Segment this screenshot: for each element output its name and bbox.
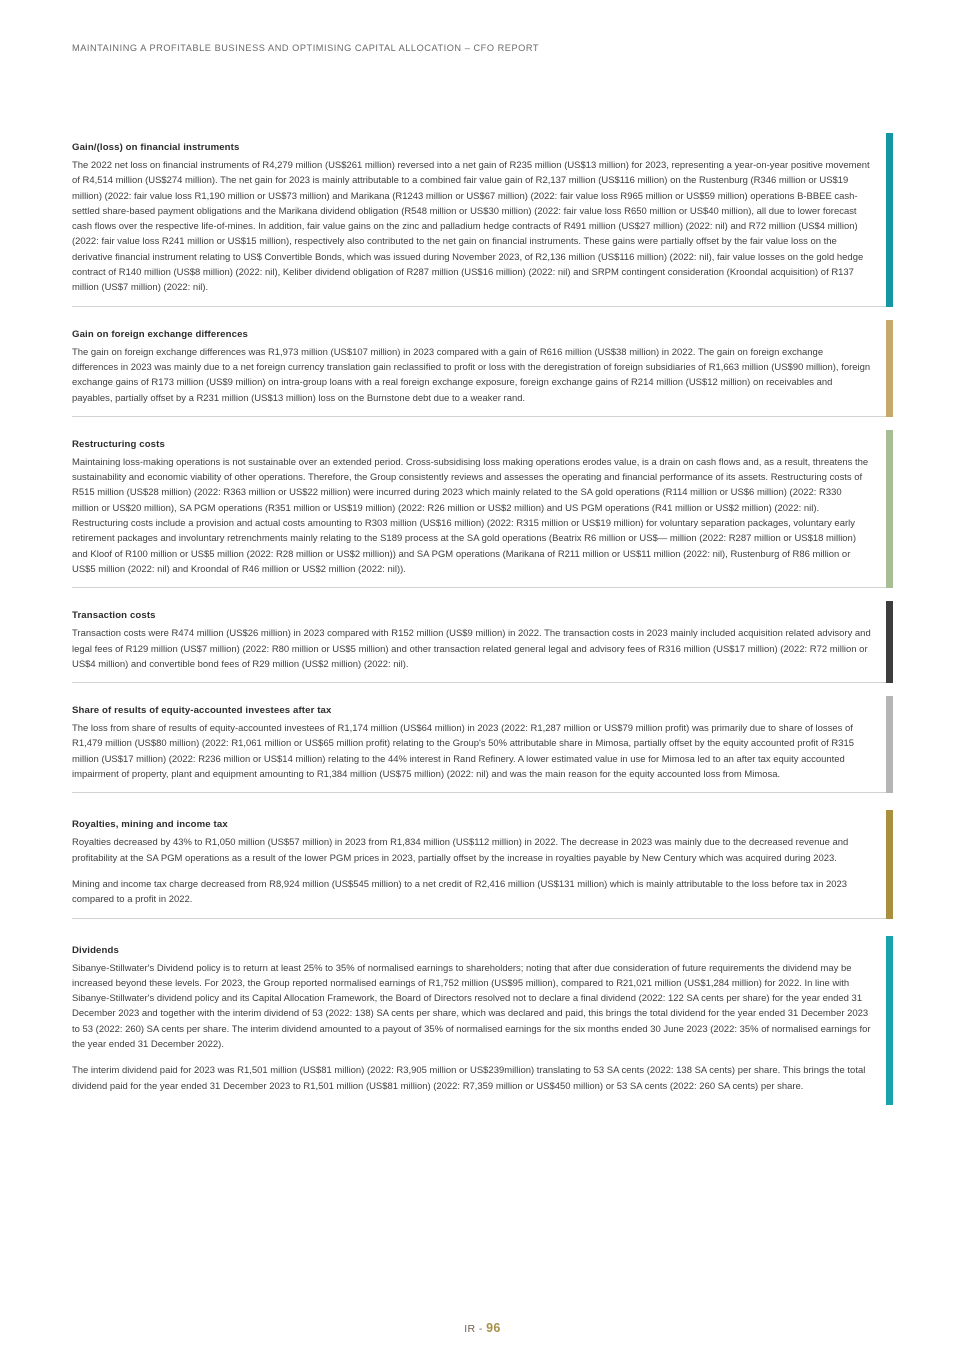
section-accent-bar xyxy=(886,133,893,307)
section-restructuring-costs xyxy=(72,430,893,588)
section-spacer xyxy=(72,307,893,320)
section-heading: Royalties, mining and income tax xyxy=(72,819,228,831)
section-spacer xyxy=(72,683,893,696)
section-spacer xyxy=(72,417,893,430)
section-paragraph: Mining and income tax charge decreased from R8,924 million (US$545 million) to a net credit of R2,416 million (US$131 million) which is mainly attributable to the loss before tax in 2023 compared to a profit in 2022. xyxy=(72,878,848,906)
running-header: MAINTAINING A PROFITABLE BUSINESS AND OPTIMISING CAPITAL ALLOCATION – CFO REPORT xyxy=(72,43,540,53)
section-heading: Transaction costs xyxy=(72,610,156,622)
section-dividends xyxy=(72,936,893,1105)
section-heading: Restructuring costs xyxy=(72,438,165,450)
section-paragraph: Maintaining loss-making operations is not sustainable over an extended period. Cross-subsidising loss making operations erodes value, is a drain on cash flows and, as a result, threatens the sustainability and economic viability of other operations. Therefore, the Group consistently reviews and assesses the operating and financial performance of its assets. Restructuring costs of R515 million (US$28 million) (2022: R363 million or US$22 million) were incurred during 2023 which mainly related to the SA gold operations (R114 million or US$6 million) (2022: R330 million or US$20 million), SA PGM operations (R351 million or US$19 million) (2022: R26 million or US$2 million) and US PGM operations (R41 million or US$2 million) (2022: nil). Restructuring costs include a provision and actual costs amounting to R303 million (US$16 million) (2022: R315 million or US$19 million) for voluntary separation packages, voluntary early retirement packages and involuntary retrenchments mainly relating to the S189 process at the SA gold operations (Beatrix R6 million or US$— million (2022: R287 million or US$18 million) and Kloof of R100 million or US$5 million (2022: R28 million or US$2 million)) and SA PGM operations (Marikana of R211 million or US$11 million (2022: nil), Rustenburg of R86 million or US$5 million (2022: nil) and Kroondal of R46 million or US$2 million (2022: nil)). xyxy=(72,456,869,575)
section-divider xyxy=(72,306,886,307)
section-gain-foreign-exchange-differences xyxy=(72,320,893,417)
section-divider xyxy=(72,416,886,417)
section-accent-bar xyxy=(886,810,893,918)
section-spacer xyxy=(72,793,893,810)
section-accent-bar xyxy=(886,320,893,417)
section-heading: Dividends xyxy=(72,944,119,956)
section-divider xyxy=(72,587,886,588)
section-accent-bar xyxy=(886,601,893,683)
report-content xyxy=(72,133,893,1105)
section-heading: Gain/(loss) on financial instruments xyxy=(72,142,240,153)
section-paragraph: Transaction costs were R474 million (US$26 million) in 2023 compared with R152 million (US$9 million) in 2022. The transaction costs in 2023 mainly included acquisition related advisory and legal fees of R129 million (US$7 million) (2022: R80 million or US$5 million) and other transaction related general legal and advisory fees of R316 million (US$17 million) (2022: R72 million or US$4 million) and convertible bond fees of R29 million (US$2 million) (2022: nil). xyxy=(72,628,871,670)
section-share-of-results-equity-accounted-investees xyxy=(72,696,893,793)
section-paragraph: The interim dividend paid for 2023 was R1,501 million (US$81 million) (2022: R3,905 million or US$239million) translating to 53 SA cents (2022: 138 SA cents) per share. This brings the total dividend paid for the year ended 31 December 2023 to R1,501 million (US$81 million) (2022: R7,359 million or US$450 million) or 53 SA cents (2022: 260 SA cents) per share. xyxy=(72,1065,866,1092)
section-accent-bar xyxy=(886,936,893,1105)
section-paragraph: The gain on foreign exchange differences was R1,973 million (US$107 million) in 2023 compared with a gain of R616 million (US$38 million) in 2022. The gain on foreign exchange differences in 2023 was mainly due to a net foreign currency translation gain reclassified to profit or loss with the deregistration of foreign subsidiaries of R1,663 million (US$90 million), foreign exchange gains of R173 million (US$9 million) on intra-group loans with a real foreign exchange exposure, foreign exchange gains of R214 million (US$12 million) on receivables and payables, partially offset by a R231 million (US$13 million) loss on the Burnstone debt due to a weaker rand. xyxy=(72,346,871,404)
section-spacer xyxy=(72,588,893,601)
section-divider xyxy=(72,682,886,683)
section-heading: Gain on foreign exchange differences xyxy=(72,328,248,340)
section-spacer xyxy=(72,919,893,936)
footer-page-number: 96 xyxy=(486,1321,501,1335)
section-divider xyxy=(72,792,886,793)
section-accent-bar xyxy=(886,696,893,793)
section-royalties-mining-income-tax xyxy=(72,810,893,918)
section-heading: Share of results of equity-accounted investees after tax xyxy=(72,705,332,717)
section-accent-bar xyxy=(886,430,893,588)
footer-label: IR - xyxy=(464,1323,483,1335)
section-paragraph: Sibanye-Stillwater's Dividend policy is to return at least 25% to 35% of normalised earnings to shareholders; noting that after due consideration of future requirements the dividend may be increased beyond these levels. For 2023, the Group reported normalised earnings of R1,752 million (US$95 million), compared to R21,021 million (US$1,284 million) for 2022. In line with Sibanye-Stillwater's dividend policy and its Capital Allocation Framework, the Board of Directors resolved not to declare a final dividend (2022: 122 SA cents per share) for the year ended 31 December 2023 and together with the interim dividend of 53 (2022: 138) SA cents per share, which was declared and paid, this brings the total dividend for the year ended 31 December 2023 to 53 (2022: 260) SA cents per share. The interim dividend amounted to a payout of 35% of normalised earnings for the six months ended 30 June 2023 (2022: 35% of normalised earnings for the year ended 31 December 2022). xyxy=(72,962,871,1050)
section-paragraph: The 2022 net loss on financial instruments of R4,279 million (US$261 million) reversed into a net gain of R235 million (US$13 million) for 2023, representing a year-on-year positive movement of R4,514 million (US$274 million). The net gain for 2023 is mainly attributable to a combined fair value gain of R2,137 million (US$116 million) on the Rustenburg (R346 million or US$19 million) (2022: fair value loss R1,190 million or US$73 million) and Marikana (R1243 million or US$67 million) (2022: fair value loss R965 million or US$59 million) operations B-BBEE cash-settled share-based payment obligations and the Marikana dividend obligation (R548 million or US$30 million) (2022: fair value loss R650 million or US$40 million), all due to lower forecast cash flows over the respective life-of-mines. In addition, fair value gains on the zinc and palladium hedge contracts of R491 million (US$27 million) (2022: nil) and R72 million (US$4 million) (2022: fair value loss R241 million or US$15 million), respectively also contributed to the net gain on financial instruments. These gains were partially offset by the fair value loss on the derivative financial instrument relating to US$ Convertible Bonds, which was issued during November 2023, of R2,136 million (US$116 million) (2022: nil), fair value losses on the gold hedge contract of R140 million (US$8 million) (2022: nil), Keliber dividend obligation of R287 million (US$16 million) (2022: nil) and SRPM contingent consideration (Kroondal acquisition) of R137 million (US$7 million) (2022: nil). xyxy=(72,160,870,294)
section-gain-loss-financial-instruments xyxy=(72,133,893,307)
section-transaction-costs xyxy=(72,601,893,683)
page-footer xyxy=(0,1321,965,1335)
section-paragraph: Royalties decreased by 43% to R1,050 million (US$57 million) in 2023 from R1,834 million (US$112 million) in 2022. The decrease in 2023 was mainly due to the decreased revenue and profitability at the SA PGM operations as a result of the lower PGM prices in 2023, partially offset by the increase in royalties payable by New Century which was acquired during 2023. xyxy=(72,837,849,864)
section-divider xyxy=(72,918,886,919)
section-paragraph: The loss from share of results of equity-accounted investees of R1,174 million (US$64 million) in 2023 (2022: R1,287 million or US$79 million profit) was primarily due to share of losses of R1,479 million (US$80 million) (2022: R1,061 million or US$65 million profit) relating to the Group's 50% attributable share in Mimosa, partially offset by the equity accounted profit of R315 million (US$17 million) (2022: R236 million or US$14 million) relating to the 44% interest in Rand Refinery. A lower estimated value in use for Mimosa led to an after tax equity accounted impairment of property, plant and equipment amounting to R1,384 million (US$75 million) (2022: nil) and was the main reason for the equity accounted loss from Mimosa. xyxy=(72,723,855,781)
